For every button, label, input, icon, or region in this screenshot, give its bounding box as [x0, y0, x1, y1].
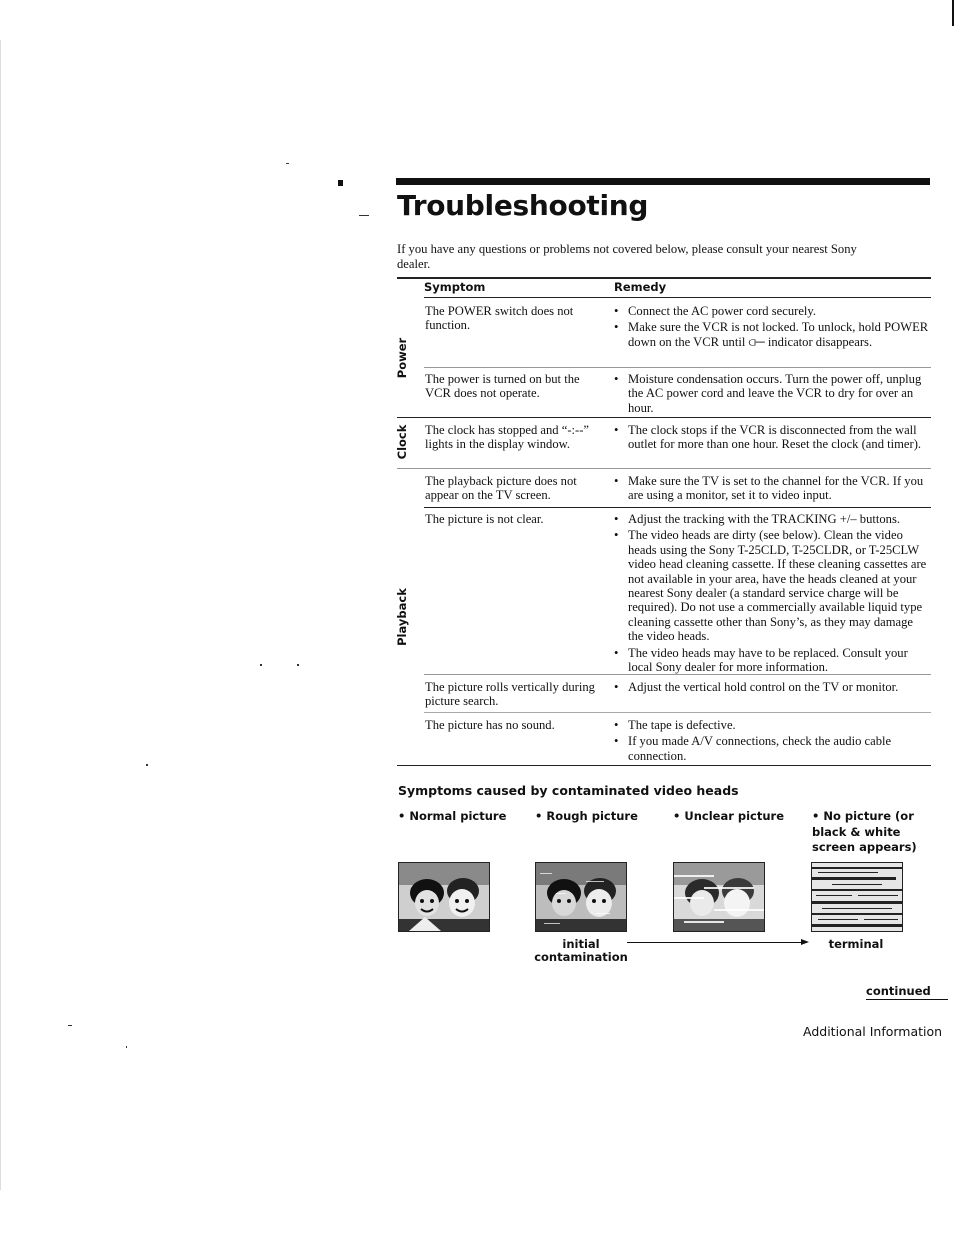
continued-label: continued: [866, 984, 931, 998]
row-divider: [424, 507, 931, 508]
header-rule: [424, 297, 931, 298]
table-bottom-rule: [397, 765, 931, 766]
row-divider: [424, 712, 931, 713]
rough-picture-image: [535, 862, 627, 932]
remedy-item: • Make sure the TV is set to the channel for the VCR. If you are using a monitor, set it to video input.: [613, 474, 931, 503]
table-top-rule: [397, 277, 931, 279]
remedy-item: • The tape is defective.: [613, 718, 931, 732]
category-label-clock: Clock: [395, 424, 409, 460]
column-header-symptom: Symptom: [424, 280, 486, 294]
table-row-remedy: [613, 680, 931, 696]
remedy-item: • Connect the AC power cord securely.: [613, 304, 931, 318]
remedy-item: • Make sure the VCR is not locked. To unlock, hold POWER down on the VCR until ⫏─ indicator disappears.: [613, 320, 931, 349]
remedy-item: • Moisture condensation occurs. Turn the power off, unplug the AC power cord and leave the VCR to dry for over an hour.: [613, 372, 931, 415]
table-row-symptom: The power is turned on but the VCR does not operate.: [425, 372, 580, 401]
remedy-item: • Adjust the tracking with the TRACKING +/– buttons.: [613, 512, 931, 526]
section-name: Additional Information: [803, 1024, 943, 1039]
remedy-item: • The clock stops if the VCR is disconnected from the wall outlet for more than one hour. Reset the clock (and timer).: [613, 423, 931, 452]
page-left-edge: [0, 40, 1, 1190]
category-divider: [397, 468, 931, 469]
page-title: Troubleshooting: [397, 189, 649, 222]
table-row-remedy: [613, 423, 931, 454]
intro-text: If you have any questions or problems not covered below, please consult your nearest Sony dealer.: [397, 242, 857, 271]
terminal-label: terminal: [828, 937, 884, 951]
category-divider: [397, 417, 931, 418]
no-picture-image: [811, 862, 903, 932]
title-rule: [396, 178, 930, 185]
table-row-remedy: [613, 718, 931, 765]
initial-contamination-label: initial contamination: [534, 937, 628, 964]
label-normal-picture: • Normal picture: [398, 809, 507, 823]
table-row-symptom: The picture has no sound.: [425, 718, 555, 732]
row-divider: [424, 367, 931, 368]
table-row-symptom: The picture is not clear.: [425, 512, 544, 526]
category-label-power: Power: [395, 337, 409, 379]
table-row-symptom: The picture rolls vertically during picture search.: [425, 680, 595, 709]
scan-speck: [297, 664, 299, 666]
column-header-remedy: Remedy: [614, 280, 667, 294]
scan-speck: [68, 1025, 72, 1026]
label-no-picture: • No picture (or black & white screen appears): [812, 809, 917, 854]
remedy-item: • The video heads may have to be replaced. Consult your local Sony dealer for more information.: [613, 646, 931, 675]
normal-picture-image: [398, 862, 490, 932]
remedy-item: • If you made A/V connections, check the audio cable connection.: [613, 734, 931, 763]
arrow-right-icon: [801, 939, 809, 945]
table-row-remedy: [613, 304, 931, 351]
table-row-remedy: [613, 512, 931, 676]
label-rough-picture: • Rough picture: [535, 809, 638, 823]
remedy-item: • The video heads are dirty (see below). Clean the video heads using the Sony T-25CLD, T-25CLDR, or T-25CLW video head cleaning cassette. If these cleaning cassettes are not available in your area, have the heads cleaned at your nearest Sony dealer (a standard service charge will be required). Do not use a commercially available liquid type cleaning cassette other than Sony’s, as they may damage the video heads.: [613, 528, 931, 643]
table-row-symptom: The playback picture does not appear on the TV screen.: [425, 474, 577, 503]
scan-speck: [286, 163, 289, 164]
continued-rule: [866, 999, 948, 1000]
scan-speck: [359, 215, 369, 216]
unclear-picture-image: [673, 862, 765, 932]
contamination-arrow-line: [627, 942, 801, 943]
scan-speck: [146, 764, 148, 766]
category-label-playback: Playback: [395, 588, 409, 646]
table-row-symptom: The POWER switch does not function.: [425, 304, 574, 333]
label-unclear-picture: • Unclear picture: [673, 809, 785, 823]
contamination-heading: Symptoms caused by contaminated video heads: [398, 783, 739, 798]
row-divider: [424, 674, 931, 675]
scan-speck: [260, 664, 262, 666]
table-row-remedy: [613, 372, 931, 417]
remedy-item: • Adjust the vertical hold control on the TV or monitor.: [613, 680, 931, 694]
scan-speck: [126, 1046, 127, 1048]
section-marker: [338, 180, 343, 186]
table-row-remedy: [613, 474, 931, 505]
table-row-symptom: The clock has stopped and “-:--” lights in the display window.: [425, 423, 590, 452]
